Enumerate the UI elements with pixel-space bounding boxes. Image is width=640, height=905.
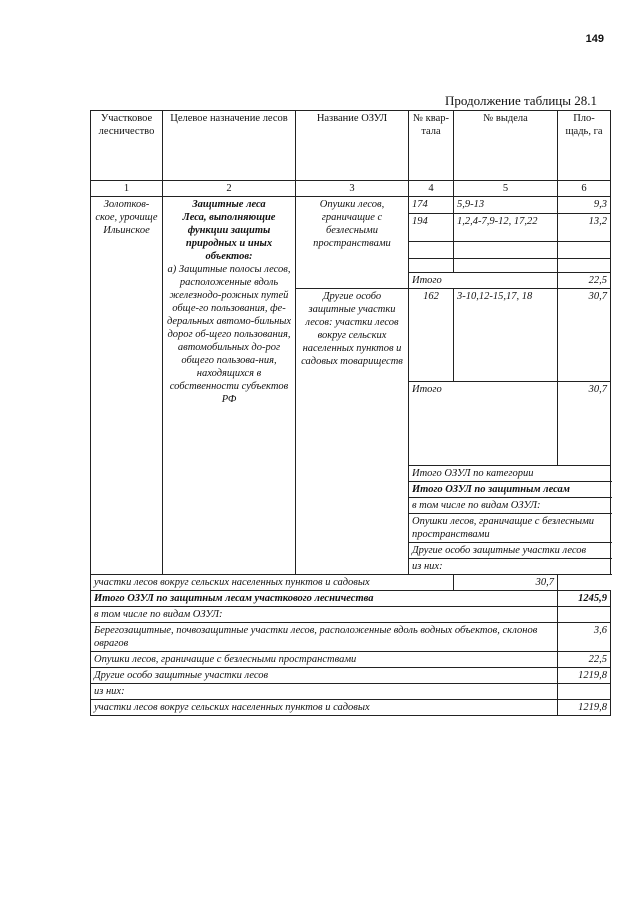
- forestry-summary-row: [91, 652, 611, 668]
- summary-label: Берегозащитные, почвозащитные участки лесов, расположенные вдоль водных объектов, склонов оврагов: [91, 623, 558, 652]
- total-label: Итого: [409, 382, 558, 466]
- column-number: 6: [558, 181, 611, 197]
- purpose-subheading: Леса, выполняющие функции защиты природных и иных объектов:: [182, 212, 276, 262]
- forestry-summary-row: [91, 591, 611, 607]
- purpose-heading: Защитные леса: [192, 199, 266, 210]
- table-continuation-caption: Продолжение таблицы 28.1: [445, 93, 597, 108]
- header-ozul-name: Название ОЗУЛ: [296, 111, 409, 181]
- area-cell: 13,2: [558, 214, 611, 242]
- forestry-summary-row: [91, 607, 611, 623]
- section-cell: 5,9-13: [454, 197, 558, 214]
- header-purpose: Целевое назначение лесов: [163, 111, 296, 181]
- purpose-cell: [163, 197, 296, 575]
- total-area: 30,7: [558, 382, 611, 466]
- column-number: 2: [163, 181, 296, 197]
- ozul-group-1-name: Опушки лесов, граничащие с безлесными пространствами: [296, 197, 409, 289]
- ozul-table: [90, 110, 611, 716]
- summary-label: участки лесов вокруг сельских населенных пунктов и садовых: [91, 700, 558, 716]
- summary-label: Итого ОЗУЛ по защитным лесам: [409, 482, 611, 498]
- summary-label: в том числе по видам ОЗУЛ:: [409, 498, 611, 514]
- summary-value: 1219,8: [558, 668, 611, 684]
- forestry-summary-row: [91, 700, 611, 716]
- page-number: 149: [585, 33, 604, 45]
- forestry-name: Золотков-ское, урочище Ильинское: [91, 197, 163, 575]
- total-area: 22,5: [558, 273, 611, 289]
- column-number: 3: [296, 181, 409, 197]
- forestry-summary-row: [91, 623, 611, 652]
- header-area: Пло-щадь, га: [558, 111, 611, 181]
- column-number-row: [91, 181, 611, 197]
- data-row: [91, 197, 611, 214]
- total-label: Итого: [409, 273, 558, 289]
- summary-label: из них:: [91, 684, 558, 700]
- summary-label: Другие особо защитные участки лесов: [91, 668, 558, 684]
- summary-value: 1245,9: [558, 591, 611, 607]
- section-cell: 3-10,12-15,17, 18: [454, 289, 558, 382]
- purpose-text: а) Защитные полосы лесов, расположенные вдоль железнодо-рожных путей обще-го пользования, фе-деральных автомо-бильных дорог об-щего пользования, автомобильных до-рог общего пользова-ния, находящихся в собственности субъектов РФ: [166, 264, 292, 405]
- column-number: 4: [409, 181, 454, 197]
- summary-value: [558, 607, 611, 623]
- summary-value: 30,7: [454, 575, 558, 591]
- summary-label: Опушки лесов, граничащие с безлесными пространствами: [409, 514, 611, 543]
- summary-label: из них:: [409, 559, 611, 575]
- summary-label: Другие особо защитные участки лесов: [409, 543, 611, 559]
- summary-value: 3,6: [558, 623, 611, 652]
- section-cell: 1,2,4-7,9-12, 17,22: [454, 214, 558, 242]
- forestry-summary-row: [91, 668, 611, 684]
- summary-value: 1219,8: [558, 700, 611, 716]
- header-quarter: № квар-тала: [409, 111, 454, 181]
- summary-label: участки лесов вокруг сельских населенных пунктов и садовых: [91, 575, 454, 591]
- summary-value: 22,5: [558, 652, 611, 668]
- header-row: [91, 111, 611, 181]
- summary-label: Итого ОЗУЛ по категории: [409, 466, 611, 482]
- column-number: 1: [91, 181, 163, 197]
- quarter-cell: 194: [409, 214, 454, 242]
- category-summary-row: [91, 575, 611, 591]
- quarter-cell: 174: [409, 197, 454, 214]
- header-forestry: Участковое лесничество: [91, 111, 163, 181]
- area-cell: 30,7: [558, 289, 611, 382]
- header-section: № выдела: [454, 111, 558, 181]
- summary-label: в том числе по видам ОЗУЛ:: [91, 607, 558, 623]
- quarter-cell: 162: [409, 289, 454, 382]
- area-cell: 9,3: [558, 197, 611, 214]
- forestry-summary-row: [91, 684, 611, 700]
- summary-label: Опушки лесов, граничащие с безлесными пространствами: [91, 652, 558, 668]
- summary-value: [558, 684, 611, 700]
- ozul-group-2-name: Другие особо защитные участки лесов: участки лесов вокруг сельских населенных пунктов и садовых товариществ: [296, 289, 409, 575]
- summary-label: Итого ОЗУЛ по защитным лесам участкового лесничества: [91, 591, 558, 607]
- column-number: 5: [454, 181, 558, 197]
